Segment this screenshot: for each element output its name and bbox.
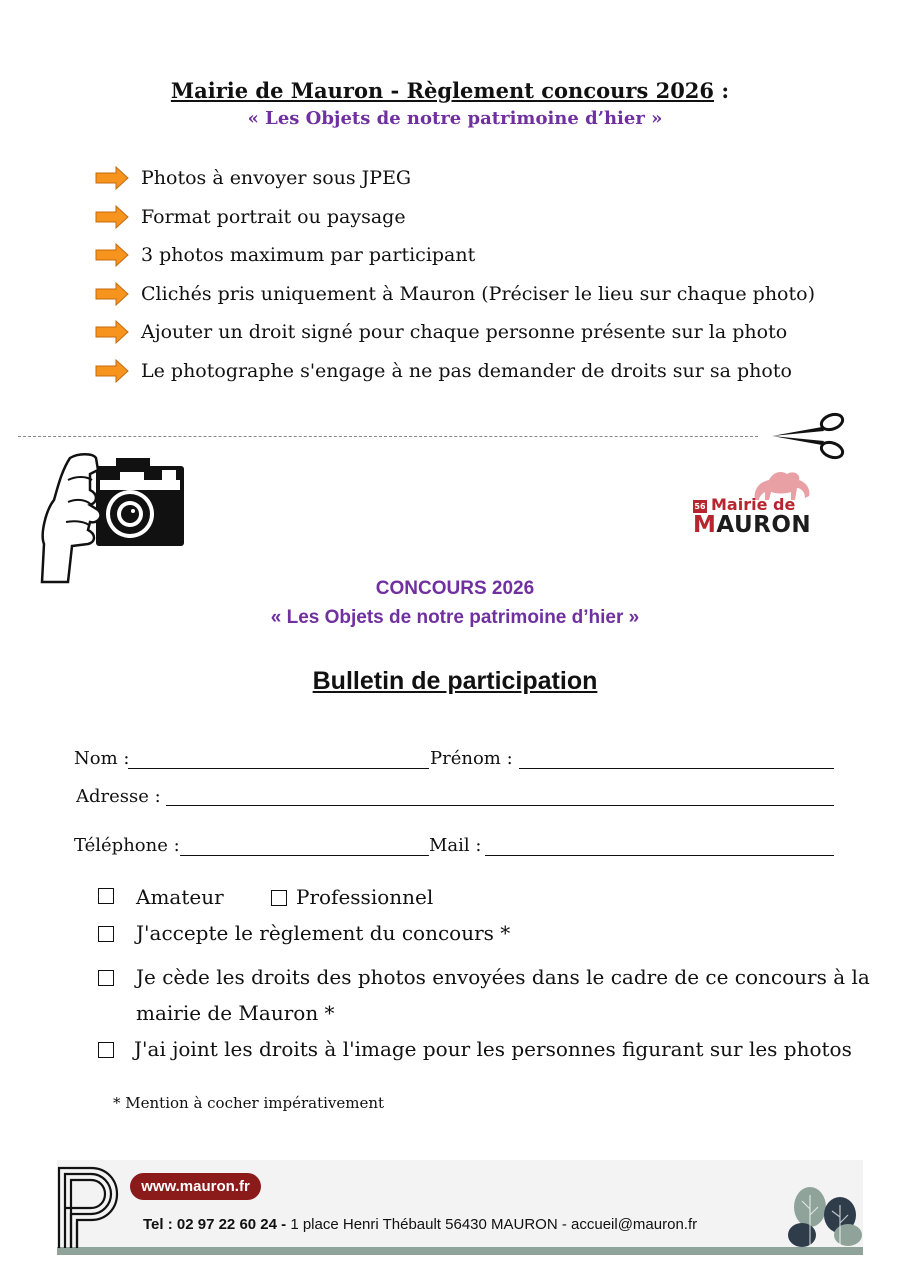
telephone-field[interactable] [180,855,429,856]
arrow-right-icon [95,320,129,344]
rule-text: Clichés pris uniquement à Mauron (Préciser le lieu sur chaque photo) [141,282,815,305]
telephone-label: Téléphone : [74,835,180,856]
contact-tel: Tel : 02 97 22 60 24 - [143,1216,287,1233]
prenom-label: Prénom : [430,748,513,769]
rule-text: 3 photos maximum par participant [141,244,476,267]
adresse-field[interactable] [166,805,834,806]
mail-label: Mail : [429,835,482,856]
arrow-right-icon [95,205,129,229]
rule-item [95,359,815,398]
footer-bar [57,1247,863,1255]
logo-line-1: Mairie de [711,495,796,514]
amateur-label: Amateur [136,885,224,909]
nom-label: Nom : [74,748,130,769]
rule-item [95,166,815,205]
accept-rules-label: J'accepte le règlement du concours * [136,921,511,945]
mail-field[interactable] [485,855,834,856]
arrow-right-icon [95,166,129,190]
page-title [0,78,900,103]
professionnel-checkbox[interactable] [271,890,287,906]
logo-badge: 56 [694,502,706,511]
contest-subtitle: « Les Objets de notre patrimoine d’hier » [270,607,640,628]
logo-line-2 [693,512,811,538]
mauron-logo [693,468,813,538]
prenom-field[interactable] [519,768,834,769]
arrow-right-icon [95,282,129,306]
cede-rights-label-line-1: Je cède les droits des photos envoyées dans le cadre de ce concours à la [136,965,870,989]
image-rights-checkbox[interactable] [98,1042,114,1058]
form-title: Bulletin de participation [312,667,598,695]
page-subtitle: « Les Objets de notre patrimoine d’hier » [247,108,663,129]
arrow-right-icon [95,243,129,267]
logo-line-2-first: M [693,512,717,538]
contest-title: CONCOURS 2026 [375,578,535,599]
rule-text: Format portrait ou paysage [141,205,406,228]
rule-text: Photos à envoyer sous JPEG [141,167,412,189]
cede-rights-label-line-2: mairie de Mauron * [136,1001,335,1025]
contact-info [143,1216,697,1233]
rule-text: Le photographe s'engage à ne pas demander de droits sur sa photo [141,359,792,382]
amateur-checkbox[interactable] [98,888,114,904]
p-logo-icon [57,1162,121,1250]
image-rights-label: J'ai joint les droits à l'image pour les personnes figurant sur les photos [134,1037,852,1061]
rules-list [95,166,815,398]
rule-item [95,282,815,321]
arrow-right-icon [95,359,129,383]
title-suffix: : [714,78,730,103]
nom-field[interactable] [128,768,429,769]
accept-rules-checkbox[interactable] [98,926,114,942]
mandatory-note: * Mention à cocher impérativement [113,1094,385,1112]
contact-address: 1 place Henri Thébault 56430 MAURON - accueil@mauron.fr [286,1216,698,1233]
camera-hand-icon [38,450,188,584]
logo-line-2-rest: AURON [716,512,812,538]
adresse-label: Adresse : [76,786,161,807]
website-link[interactable]: www.mauron.fr [130,1173,261,1200]
trees-icon [788,1185,863,1247]
scissors-icon [770,408,848,462]
rule-item [95,205,815,244]
rule-item [95,320,815,359]
rule-item [95,243,815,282]
cut-line [18,436,758,437]
professionnel-label: Professionnel [296,885,434,909]
cede-rights-checkbox[interactable] [98,970,114,986]
rule-text: Ajouter un droit signé pour chaque personne présente sur la photo [141,321,788,344]
title-text: Mairie de Mauron - Règlement concours 2026 [170,78,715,103]
